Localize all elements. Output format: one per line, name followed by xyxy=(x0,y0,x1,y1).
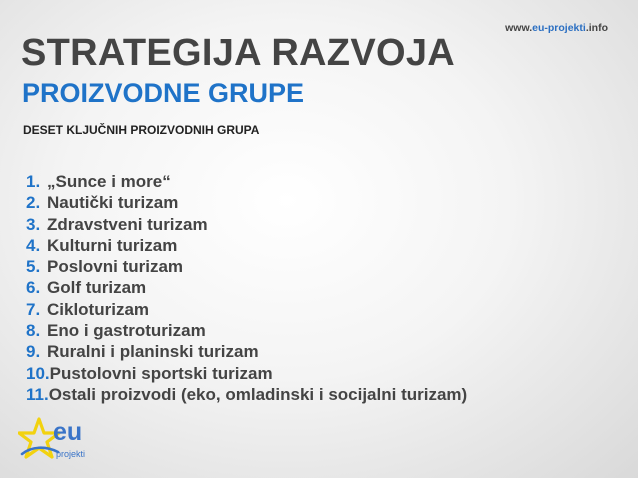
list-item xyxy=(26,299,467,320)
item-text: Poslovni turizam xyxy=(47,257,184,277)
list-item xyxy=(26,277,467,298)
item-text: „Sunce i more“ xyxy=(47,172,171,191)
item-text: Golf turizam xyxy=(47,278,147,298)
site-url[interactable] xyxy=(505,22,608,34)
section-label: DESET KLJUČNIH PROIZVODNIH GRUPA xyxy=(23,123,260,137)
item-number: 5. xyxy=(26,257,41,277)
item-number: 10. xyxy=(26,363,50,383)
item-text: Zdravstveni turizam xyxy=(47,214,208,234)
site-url-prefix: www. xyxy=(505,22,533,34)
list-item xyxy=(26,341,467,362)
list-item xyxy=(26,192,467,213)
item-text: Ruralni i planinski turizam xyxy=(47,342,259,362)
item-number: 6. xyxy=(26,278,41,298)
page-title: STRATEGIJA RAZVOJA xyxy=(21,32,455,74)
list-item xyxy=(26,214,467,235)
item-number: 4. xyxy=(26,235,41,255)
item-number: 9. xyxy=(26,342,41,362)
list-item xyxy=(26,320,467,341)
logo-sub-text: projekti xyxy=(56,449,86,459)
item-number: 11. xyxy=(26,384,49,404)
item-number: 7. xyxy=(26,299,41,319)
list-item xyxy=(26,363,467,384)
item-text: Kulturni turizam xyxy=(47,235,178,255)
list-item xyxy=(26,384,467,405)
item-number: 8. xyxy=(26,321,41,341)
list-item xyxy=(26,235,467,256)
list-item xyxy=(26,256,467,277)
logo-main-text: eu xyxy=(53,418,83,446)
product-group-list xyxy=(26,171,467,405)
list-item xyxy=(26,171,467,192)
item-number: 3. xyxy=(26,214,41,234)
item-text: Eno i gastroturizam xyxy=(47,321,206,341)
item-text: Cikloturizam xyxy=(47,299,150,319)
item-number: 2. xyxy=(26,193,41,213)
item-text: Ostali proizvodi (eko, omladinski i socijalni turizam) xyxy=(48,384,468,404)
site-url-suffix: .info xyxy=(585,22,608,34)
eu-projekti-logo[interactable] xyxy=(18,416,88,464)
item-number: 1. xyxy=(26,172,41,191)
site-url-highlight: eu-projekti xyxy=(532,22,586,34)
item-text: Nautički turizam xyxy=(47,193,179,213)
page-subtitle: PROIZVODNE GRUPE xyxy=(22,78,305,108)
item-text: Pustolovni sportski turizam xyxy=(49,363,273,383)
